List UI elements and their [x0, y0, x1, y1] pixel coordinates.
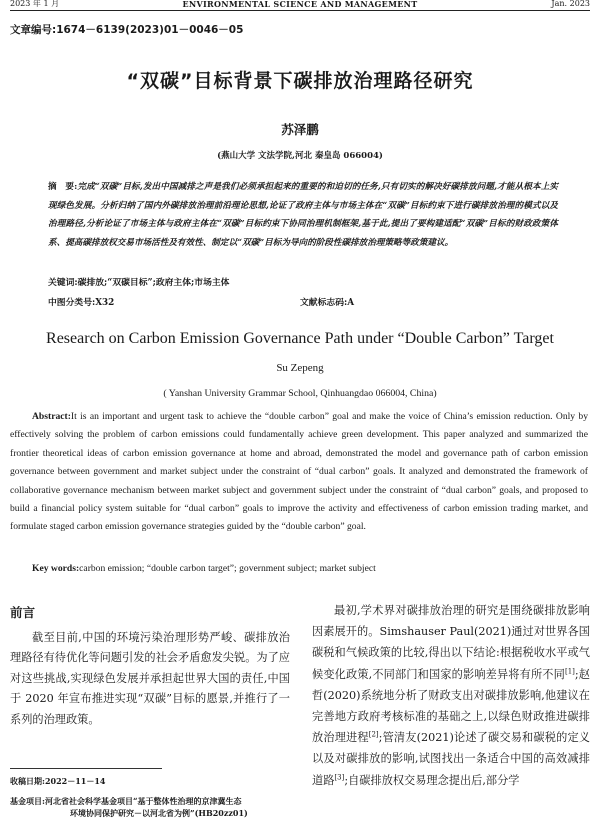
fund-note — [10, 795, 295, 819]
citation-2: [2] — [368, 730, 379, 739]
fund-line-1: 河北省社会科学基金项目“基于整体性治理的京津冀生态 — [44, 796, 242, 806]
english-abstract — [10, 408, 588, 537]
chinese-title: “双碳”目标背景下碳排放治理路径研究 — [126, 70, 474, 92]
chinese-affiliation: (燕山大学 文法学院,河北 秦皇岛 066004) — [217, 151, 383, 161]
english-author: Su Zepeng — [276, 362, 324, 374]
chinese-abstract — [48, 178, 558, 253]
chinese-abstract-text: 完成“双碳”目标,发出中国减排之声是我们必须承担起来的重要的和迫切的任务,只有切实的解决好碳排放问题,才能从根本上实现绿色发展。分析归纳了国内外碳排放治理前沿理论思想,论证了政府主体与市场主体在“双碳”目标约束下进行碳排放治理的模式以及治理路径,分析论证了市场主体与政府主体在“双碳”目标约束下协同治理机制框架,基于此,提出了要构建适配“双碳”目标的财政政策体系、提高碳排放权交易市场活性及有效性、制定以“双碳”目标为导向的阶段性碳排放治理策略等政策建议。 — [48, 182, 558, 249]
right-text-1: 最初,学术界对碳排放治理的研究是围绕碳排放影响因素展开的。Simshauser Paul(2021)通过对世界各国碳税和气候政策的比较,得出以下结论:根据税收水平或气候变化政策,不同部门和国家的影响差异将有所不同 — [312, 604, 590, 681]
document-code: 文献标志码:A — [300, 298, 355, 308]
article-number: 文章编号:1674－6139(2023)01－0046－05 — [10, 24, 244, 36]
chinese-author: 苏泽鹏 — [281, 122, 319, 137]
english-keywords — [32, 563, 376, 574]
english-keywords-label: Key words: — [32, 563, 80, 574]
footnote-divider — [10, 768, 162, 769]
running-header — [10, 0, 590, 11]
right-column-paragraph — [312, 600, 590, 791]
right-text-3: ;管清友(2021)论述了碳交易和碳税的定义以及对碳排放的影响,试图找出一条适合中国的高效减排道路 — [312, 731, 590, 787]
header-date-en: Jan. 2023 — [551, 0, 590, 8]
left-column-paragraph: 截至目前,中国的环境污染治理形势严峻、碳排放治理路径有待优化等问题引发的社会矛盾愈发尖锐。为了应对这些挑战,实现绿色发展并承担起世界大国的责任,中国于 2020 年宣布推进实现“双碳”目标的愿景,并推行了一系列的治理政策。 — [10, 631, 290, 726]
chinese-keywords — [48, 275, 229, 288]
fund-line-2: 环境协同保护研究－以河北省为例”(HB20zz01) — [70, 808, 248, 818]
received-date: 收稿日期:2022－11－14 — [10, 776, 106, 786]
header-journal-name: ENVIRONMENTAL SCIENCE AND MANAGEMENT — [182, 0, 418, 9]
classification-number: 中图分类号:X32 — [48, 298, 115, 308]
fund-label: 基金项目: — [10, 796, 45, 806]
english-title: Research on Carbon Emission Governance Path under “Double Carbon” Target — [46, 330, 554, 347]
citation-3: [3] — [334, 772, 345, 781]
english-abstract-label: Abstract: — [32, 411, 71, 422]
right-text-4: ;自碳排放权交易理念提出后,部分学 — [344, 773, 520, 787]
right-text-2: ;赵哲(2020)系统地分析了财政支出对碳排放影响,他建议在完善地方政府考核标准的基础之上,以绿色财政推进碳排放治理进程 — [312, 667, 590, 745]
section-heading: 前言 — [10, 605, 36, 620]
citation-1: [1] — [564, 666, 575, 675]
chinese-keywords-text: 碳排放;“双碳目标”;政府主体;市场主体 — [77, 278, 230, 288]
header-date: 2023 年 1 月 — [10, 0, 60, 8]
chinese-abstract-label: 摘 要: — [48, 182, 78, 192]
english-affiliation: ( Yanshan University Grammar School, Qinhuangdao 066004, China) — [163, 388, 437, 399]
english-abstract-text: It is an important and urgent task to achieve the “double carbon” goal and make the voice of China’s emission reduction. Only by effectively solving the problem of carbon emissions could fundamentally achieve green development. This paper analyzed and summarized the frontier theoretical ideas of carbon emission governance at home and abroad, demonstrated the model and governance path of carbon emission governance between government and market subject under the constraint of “dual carbon” goals. It analyzed and demonstrated the framework of collaborative governance mechanism between market subject and government subject under the constraint of “dual carbon” goals, and proposed to build a financial policy system suitable for “dual carbon” goals to improve the activity and effectiveness of carbon emission trading market, and formulate staged carbon emission governance strategies guided by the “double carbon” goal. — [10, 411, 588, 533]
chinese-keywords-label: 关键词: — [48, 278, 78, 288]
english-keywords-text: carbon emission; “double carbon target”; government subject; market subject — [79, 563, 376, 574]
